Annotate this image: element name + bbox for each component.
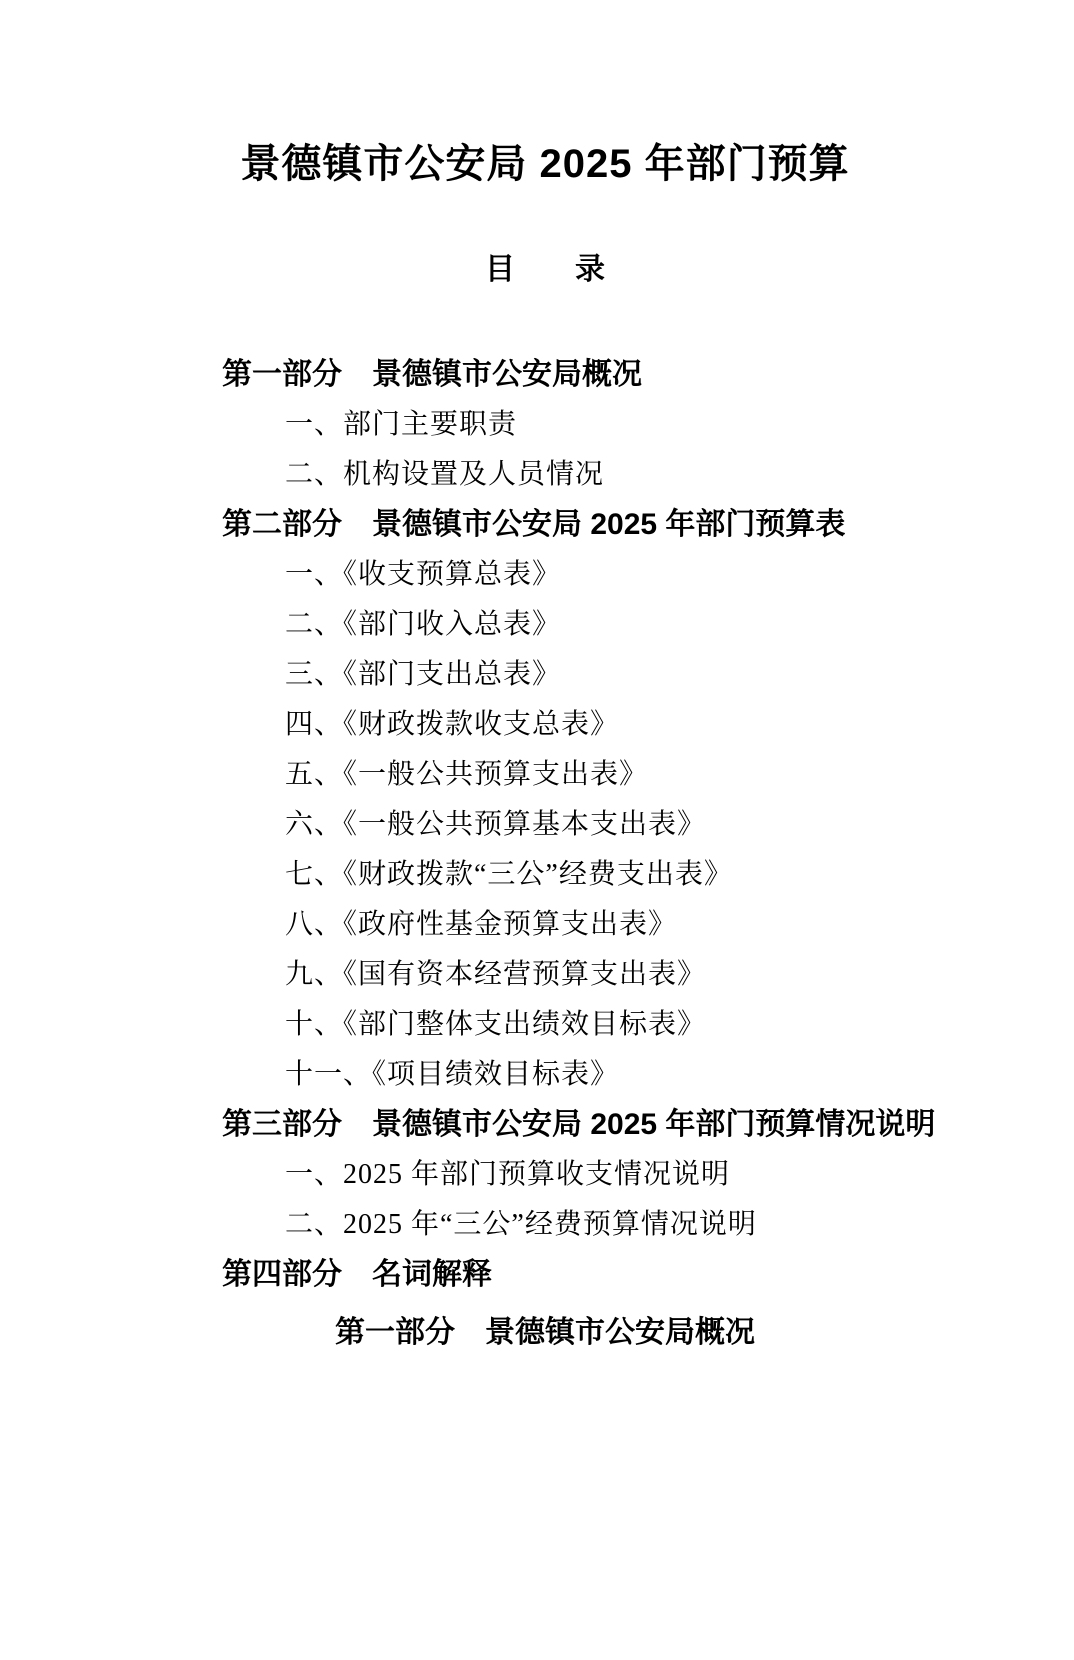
toc-entry: 二、机构设置及人员情况 [285, 459, 605, 490]
toc-section-part1: 第一部分 景德镇市公安局概况 [222, 358, 642, 391]
toc-entry: 二、2025 年“三公”经费预算情况说明 [285, 1209, 757, 1240]
toc-entry: 二、《部门收入总表》 [285, 609, 562, 640]
toc-entry: 十一、《项目绩效目标表》 [285, 1059, 620, 1090]
toc-entry: 一、部门主要职责 [285, 409, 518, 440]
table-of-contents [0, 350, 1074, 1300]
toc-entry: 九、《国有资本经营预算支出表》 [285, 959, 707, 990]
toc-entry: 六、《一般公共预算基本支出表》 [285, 809, 707, 840]
toc-entry: 十、《部门整体支出绩效目标表》 [285, 1009, 707, 1040]
toc-entry: 一、2025 年部门预算收支情况说明 [285, 1159, 731, 1190]
toc-section-part2: 第二部分 景德镇市公安局 2025 年部门预算表 [222, 508, 846, 541]
toc-heading: 目 录 [485, 253, 605, 286]
document-title: 景德镇市公安局 2025 年部门预算 [240, 142, 850, 186]
toc-section-part3: 第三部分 景德镇市公安局 2025 年部门预算情况说明 [222, 1108, 936, 1141]
chapter-heading-part1: 第一部分 景德镇市公安局概况 [335, 1316, 755, 1349]
toc-entry: 七、《财政拨款“三公”经费支出表》 [285, 859, 733, 890]
toc-entry: 三、《部门支出总表》 [285, 659, 562, 690]
toc-section-part4: 第四部分 名词解释 [222, 1258, 492, 1291]
toc-entry: 一、《收支预算总表》 [285, 559, 562, 590]
toc-entry: 五、《一般公共预算支出表》 [285, 759, 649, 790]
toc-entry: 四、《财政拨款收支总表》 [285, 709, 620, 740]
document-page [0, 140, 1074, 1660]
toc-entry: 八、《政府性基金预算支出表》 [285, 909, 678, 940]
